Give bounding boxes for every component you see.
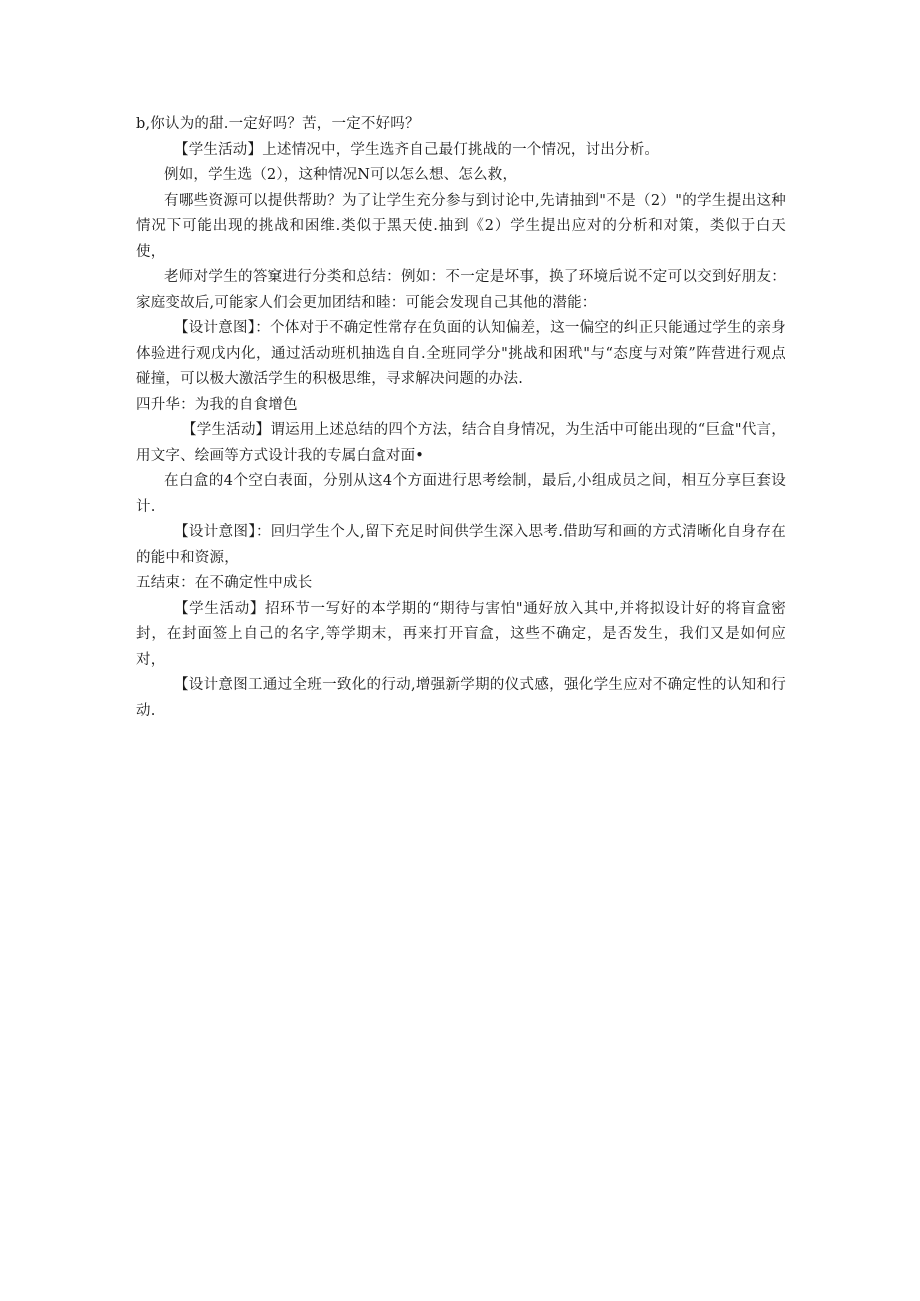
paragraph-design-intent-5: 【设计意图工通过全班一致化的行动,增强新学期的仪式感，强化学生应对不确定性的认知和行动. bbox=[136, 677, 786, 719]
paragraph-question: b,你认为的甜.一定好吗？苦，一定不好吗？ bbox=[136, 116, 420, 132]
paragraph-design-intent-4: 【设计意图】：回归学生个人,留下充足时间供学生深入思考.借助写和画的方式清晰化自身存在的能中和资源， bbox=[136, 524, 786, 566]
section-heading-5: 五结束：在不确定性中成长 bbox=[136, 575, 313, 591]
paragraph-resources: 有哪些资源可以提供帮助？为了让学生充分参与到讨论中,先请抽到"不是（2）"的学生提出这种情况下可能出现的挑战和困维.类似于黑天使.抽到《2）学生提出应对的分析和对策，类似于白天使， bbox=[136, 192, 786, 260]
section-heading-4: 四升华：为我的自食增色 bbox=[136, 396, 298, 413]
document-body bbox=[136, 112, 786, 724]
paragraph-design-intent: 【设计意图】：个体对于不确定性常存在负面的认知偏差，这一偏空的纠正只能通过学生的亲身体验进行观戊内化，通过活动班机抽选自自.全班同学分"挑战和困玳"与“态度与对策”阵营进行观点碰撞，可以极大激活学生的积极思维，寻求解决问题的办法. bbox=[136, 320, 786, 387]
paragraph-student-activity-4: 【学生活动】谓运用上述总结的四个方法，结合自身情况，为生活中可能出现的“巨盒"代言，用文字、绘画等方式设计我的专属白盒对面• bbox=[136, 422, 786, 464]
paragraph-white-box: 在白盒的4个空白表面，分别从这4个方面进行思考绘制，最后,小组成员之间，相互分享巨套设计. bbox=[136, 473, 786, 515]
paragraph-student-activity-5: 【学生活动】招环节一写好的本学期的“期待与害怕"通好放入其中,并将拟设计好的将盲盒密封，在封面签上自己的名字,等学期末，再来打开盲盒，这些不确定，是否发生，我们又是如何应对， bbox=[136, 600, 786, 668]
paragraph-student-activity: 【学生活动】上述情况中，学生选齐自己最仃挑战的一个情况，讨出分析。 bbox=[174, 141, 660, 158]
paragraph-example: 例如，学生选（2），这种情况N可以怎么想、怎么救， bbox=[164, 167, 518, 183]
paragraph-teacher-summary: 老师对学生的答窠进行分类和总结：例如：不一定是坏事，换了环境后说不定可以交到好朋友：家庭变故后,可能家人们会更加团结和睦：可能会发现自己其他的潜能： bbox=[136, 269, 786, 311]
